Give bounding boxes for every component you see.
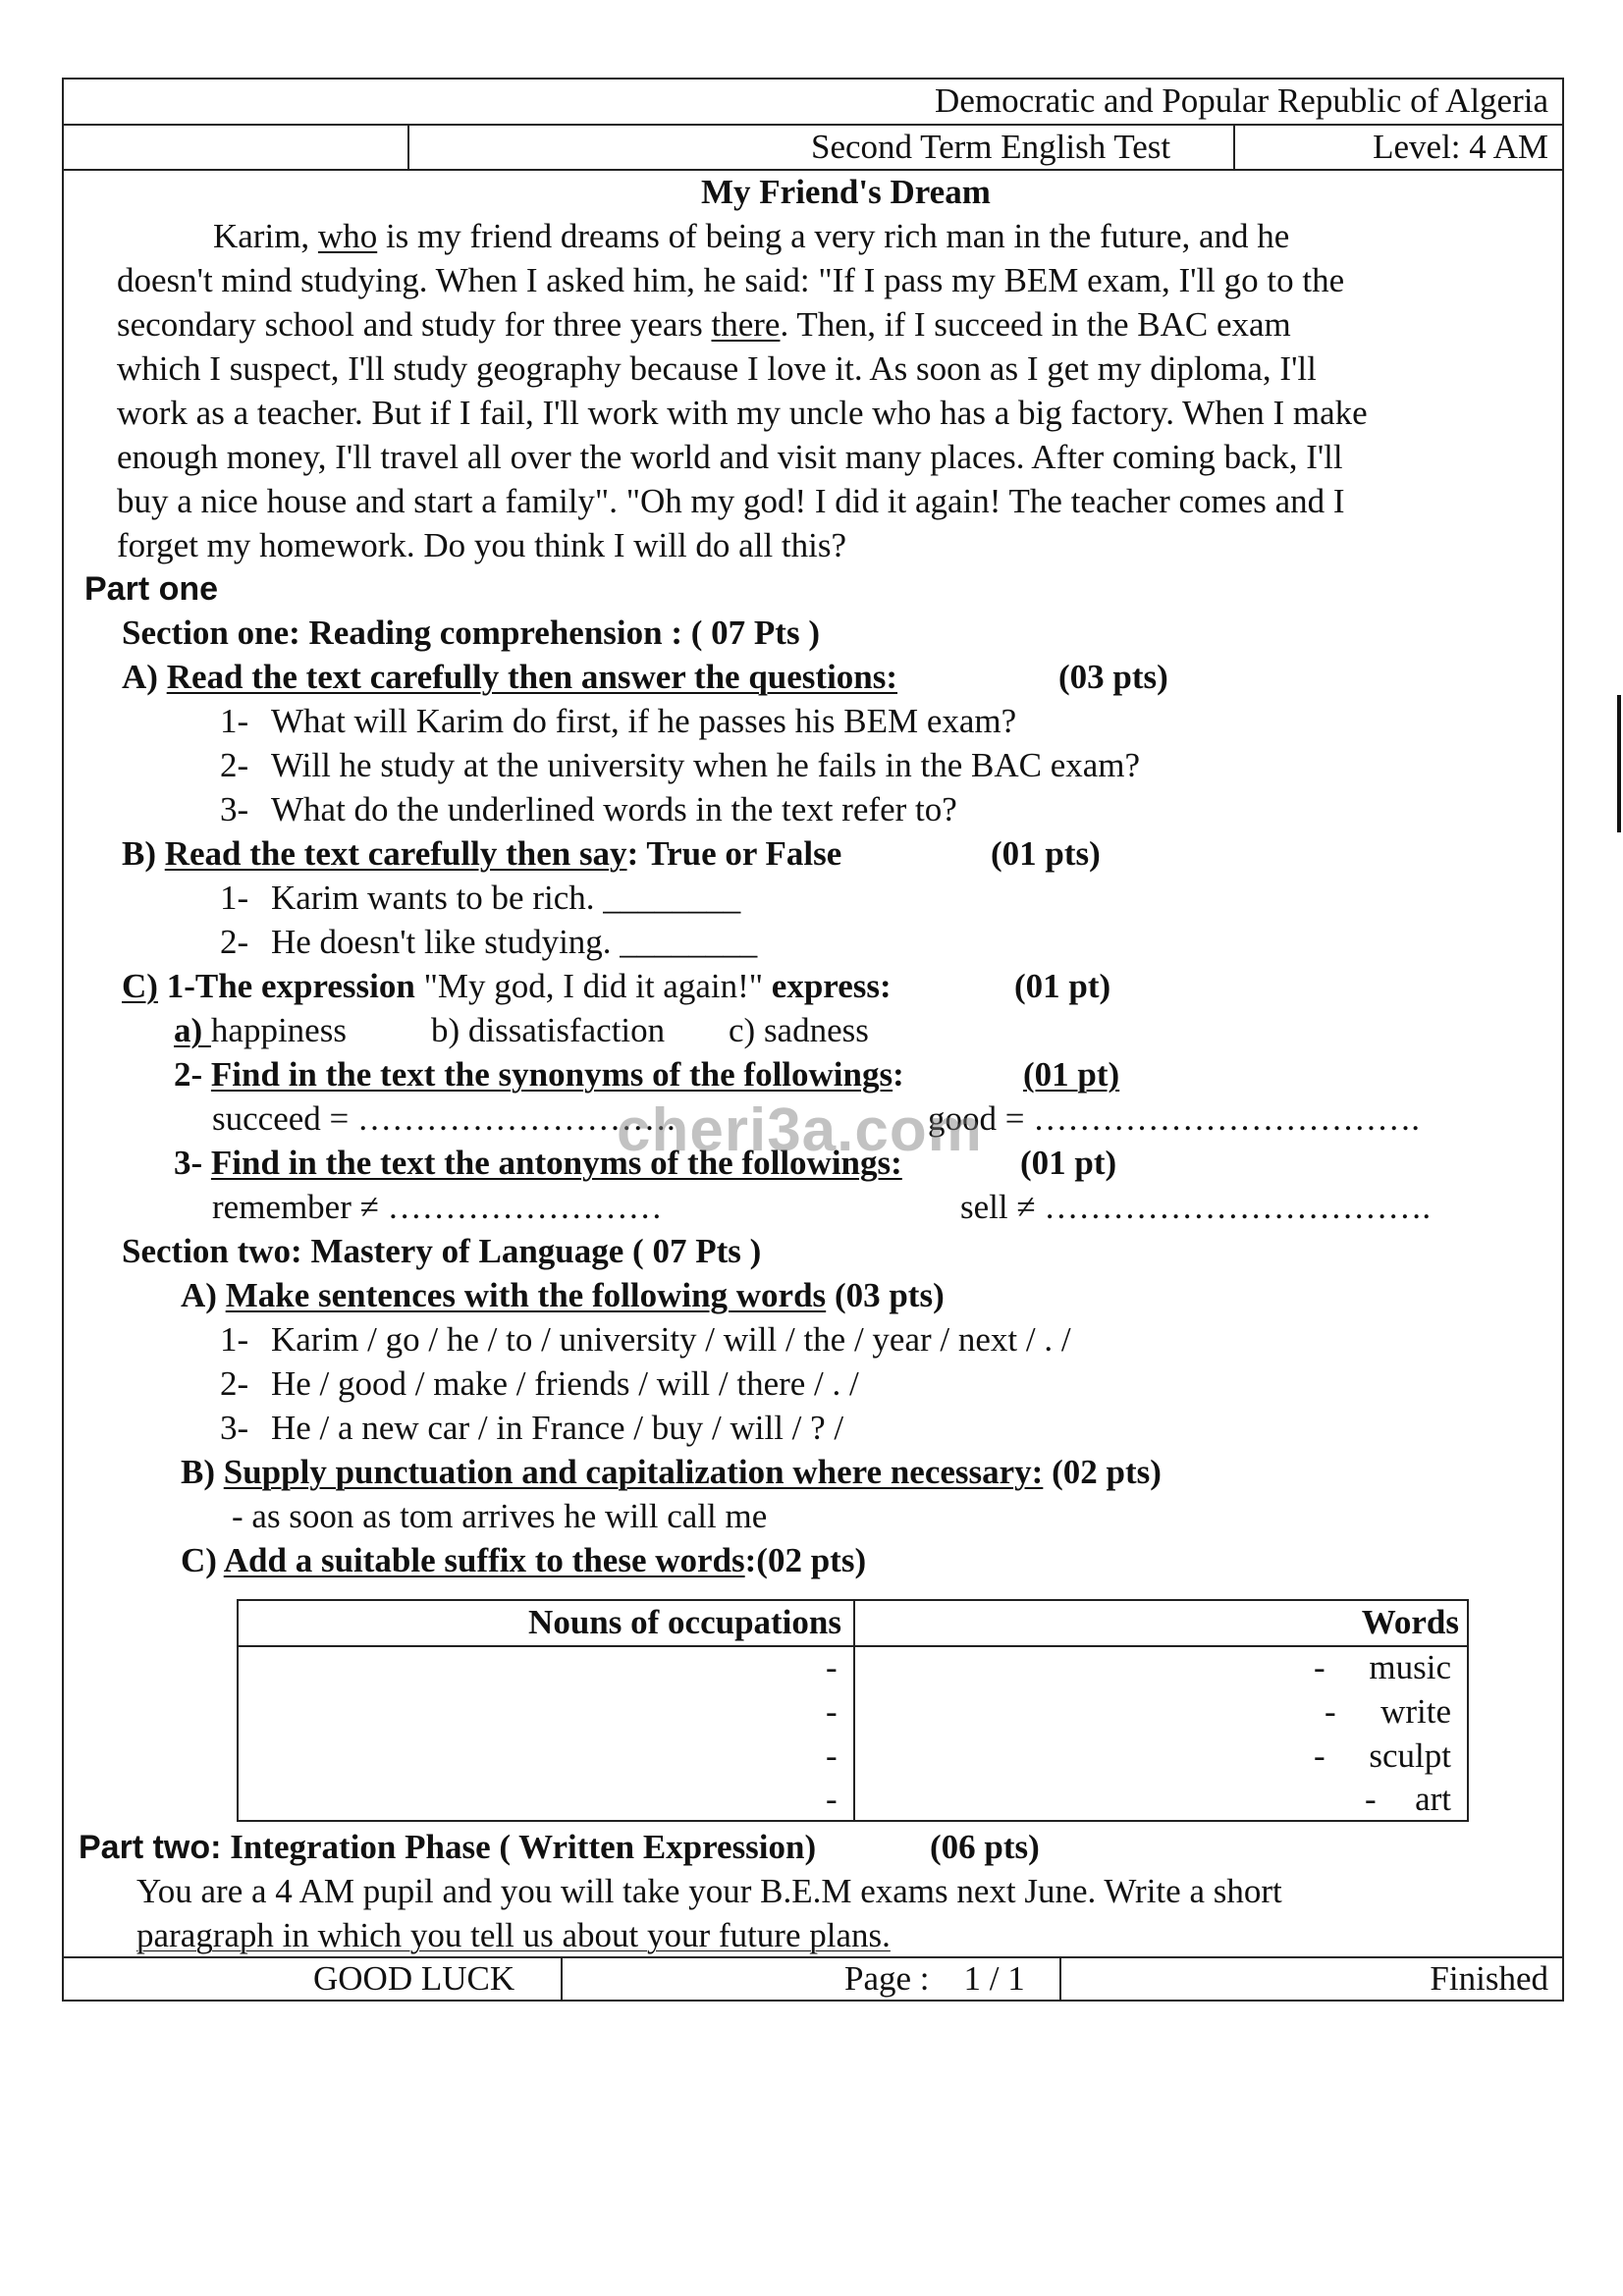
footer-divider-2 [1059, 1956, 1061, 2000]
section-two-c-title: Add a suitable suffix to these words [223, 1541, 745, 1579]
table-row-4-right-dash: - [1365, 1780, 1377, 1818]
sentence-item-3-text: He / a new car / in France / buy / will / ? / [271, 1409, 844, 1447]
section-two-b-title: Supply punctuation and capitalization where necessary: [223, 1453, 1044, 1491]
section-two-a-points: (03 pts) [826, 1276, 945, 1314]
table-header-words: Words [1361, 1603, 1459, 1641]
question-1-num: 1- [220, 702, 249, 740]
text-line-4: which I suspect, I'll study geography because I love it. As soon as I get my diploma, I'll [117, 349, 1317, 388]
option-a-text: happiness [210, 1011, 347, 1049]
footer-finished: Finished [1430, 1959, 1548, 1998]
sentence-item-2 [220, 1362, 859, 1406]
watermark-logo: cheri3a.com [617, 1096, 983, 1164]
antonym-remember: remember ≠ …………………… [212, 1188, 663, 1226]
footer-top-line [62, 1956, 1564, 1958]
table-row-3-left-dash: - [826, 1736, 838, 1775]
frame-right-line [1562, 78, 1564, 2002]
text-line-1-post: is my friend dreams of being a very rich man in the future, and he [377, 217, 1290, 255]
text-line-8: forget my homework. Do you think I will do all this? [117, 526, 847, 564]
section-one-b-title-rest: : True or False [626, 834, 842, 873]
section-two-b-heading [181, 1451, 1162, 1494]
footer-good-luck: GOOD LUCK [313, 1959, 515, 1998]
text-line-5: work as a teacher. But if I fail, I'll work with my uncle who has a big factory. When I make [117, 394, 1368, 432]
text-line-3 [117, 303, 1291, 347]
question-3 [220, 788, 957, 831]
footer-page-number: Page : 1 / 1 [844, 1959, 1025, 1998]
text-line-7: buy a nice house and start a family". "Oh my god! I did it again! The teacher comes and I [117, 482, 1345, 520]
question-3-text: What do the underlined words in the text refer to? [271, 790, 957, 828]
question-3-num: 3- [220, 790, 249, 828]
section-one-c-heading [122, 965, 892, 1008]
section-two-a-title: Make sentences with the following words [225, 1276, 827, 1314]
question-2-text: Will he study at the university when he fails in the BAC exam? [271, 746, 1141, 784]
c-q2-title: Find in the text the synonyms of the followings [210, 1055, 893, 1094]
c-q1-quote: "My god, I did it again!" [423, 967, 764, 1005]
antonym-sell: sell ≠ ……………………………. [960, 1188, 1432, 1226]
footer-bottom-line [62, 2000, 1564, 2002]
header-cell-divider-1 [407, 124, 409, 169]
section-one-a-points: (03 pts) [1058, 658, 1168, 696]
c-q3-prefix: 3- [174, 1144, 211, 1182]
table-row-1-word: music [1369, 1648, 1451, 1686]
table-row-4-left-dash: - [826, 1780, 838, 1818]
sentence-item-3 [220, 1407, 843, 1450]
true-false-2-num: 2- [220, 923, 249, 961]
c-q1-option-b: b) dissatisfaction [431, 1011, 666, 1049]
text-line-3-pre: secondary school and study for three years [117, 305, 712, 344]
c-q1-option-c: c) sadness [729, 1011, 869, 1049]
section-one-b-heading [122, 832, 841, 876]
sentence-item-3-num: 3- [220, 1409, 249, 1447]
c-q3-title: Find in the text the antonyms of the followings: [210, 1144, 902, 1182]
c-q2-points: (01 pt) [1023, 1055, 1120, 1094]
sentence-item-1-num: 1- [220, 1320, 249, 1359]
sentence-item-2-text: He / good / make / friends / will / there / . / [271, 1364, 859, 1403]
c-q3-points: (01 pt) [1020, 1144, 1117, 1182]
table-row-3-word: sculpt [1369, 1736, 1451, 1775]
table-row-2-left-dash: - [826, 1692, 838, 1731]
synonym-succeed: succeed = ………………………. [212, 1099, 676, 1138]
underlined-word-who: who [317, 217, 378, 255]
table-row-2-word: write [1380, 1692, 1451, 1731]
section-two-c-prefix: C) [181, 1541, 224, 1579]
text-line-3-post: . Then, if I succeed in the BAC exam [780, 305, 1291, 344]
section-one-a-title: Read the text carefully then answer the questions: [166, 658, 898, 696]
part-two-title-serif: Integration Phase ( Written Expression) [221, 1828, 817, 1866]
table-row-1-right-dash: - [1314, 1648, 1325, 1686]
section-two-c-heading [181, 1539, 866, 1582]
table-row-3-right-dash: - [1314, 1736, 1325, 1775]
text-line-6: enough money, I'll travel all over the world and visit many places. After coming back, I'll [117, 438, 1343, 476]
table-column-divider [853, 1601, 855, 1820]
table-row-1-left-dash: - [826, 1648, 838, 1686]
table-row-2-right-dash: - [1325, 1692, 1336, 1731]
section-one-b-points: (01 pts) [991, 834, 1101, 873]
true-false-1-num: 1- [220, 879, 249, 917]
country-name: Democratic and Popular Republic of Algeria [935, 81, 1548, 120]
section-one-b-title: Read the text carefully then say [164, 834, 627, 873]
table-header-nouns: Nouns of occupations [528, 1603, 841, 1641]
test-title: Second Term English Test [811, 128, 1171, 166]
section-two-b-prefix: B) [181, 1453, 224, 1491]
true-false-2 [220, 921, 757, 964]
c-q1-bold: 1-The expression [157, 967, 424, 1005]
c-q2-prefix: 2- [174, 1055, 211, 1094]
punctuation-sentence: - as soon as tom arrives he will call me [232, 1497, 768, 1535]
underlined-word-there: there [711, 305, 781, 344]
text-line-1-pre: Karim, [213, 217, 318, 255]
footer-divider-1 [561, 1956, 563, 2000]
text-line-2: doesn't mind studying. When I asked him, he said: "If I pass my BEM exam, I'll go to the [117, 261, 1345, 299]
section-one-title: Section one: Reading comprehension : ( 07 Pts ) [122, 614, 820, 652]
question-2 [220, 744, 1140, 787]
sentence-item-2-num: 2- [220, 1364, 249, 1403]
suffix-table [237, 1599, 1469, 1822]
section-one-a-heading [122, 656, 897, 699]
c-q2-colon: : [893, 1055, 904, 1094]
part-one-title: Part one [84, 570, 219, 608]
part-two-line-1: You are a 4 AM pupil and you will take your B.E.M exams next June. Write a short [136, 1872, 1282, 1910]
part-two-heading [79, 1826, 816, 1869]
text-title: My Friend's Dream [701, 173, 991, 211]
true-false-1-text: Karim wants to be rich. ________ [271, 879, 741, 917]
question-2-num: 2- [220, 746, 249, 784]
option-a-label: a) [174, 1011, 211, 1049]
text-line-1 [213, 215, 1289, 258]
section-two-a-prefix: A) [181, 1276, 226, 1314]
true-false-1 [220, 877, 740, 920]
synonym-good: good = ……………………………. [928, 1099, 1420, 1138]
part-two-line-2: paragraph in which you tell us about your future plans. [136, 1916, 891, 1954]
c-q1-option-a [174, 1009, 347, 1052]
question-1-text: What will Karim do first, if he passes his BEM exam? [271, 702, 1017, 740]
part-two-title-sans: Part two: [79, 1829, 222, 1866]
true-false-2-text: He doesn't like studying. ________ [271, 923, 758, 961]
level-label: Level: 4 AM [1373, 128, 1548, 166]
c-q2-heading [174, 1053, 904, 1096]
scrollbar-mark [1617, 695, 1621, 832]
question-1 [220, 700, 1016, 743]
section-two-c-points: :(02 pts) [744, 1541, 867, 1579]
table-row-4-word: art [1415, 1780, 1451, 1818]
section-one-b-prefix: B) [122, 834, 165, 873]
sentence-item-1-text: Karim / go / he / to / university / will / the / year / next / . / [271, 1320, 1071, 1359]
section-one-a-prefix: A) [122, 658, 167, 696]
section-one-c-prefix: C) [122, 967, 158, 1005]
sentence-item-1 [220, 1318, 1071, 1362]
section-two-title: Section two: Mastery of Language ( 07 Pts ) [122, 1232, 762, 1270]
header-cell-divider-2 [1233, 124, 1235, 169]
section-two-b-points: (02 pts) [1043, 1453, 1162, 1491]
c-q1-rest: express: [763, 967, 892, 1005]
section-two-a-heading [181, 1274, 945, 1317]
frame-left-line [62, 78, 64, 2002]
c-q1-points: (01 pt) [1014, 967, 1111, 1005]
part-two-points: (06 pts) [930, 1828, 1040, 1866]
